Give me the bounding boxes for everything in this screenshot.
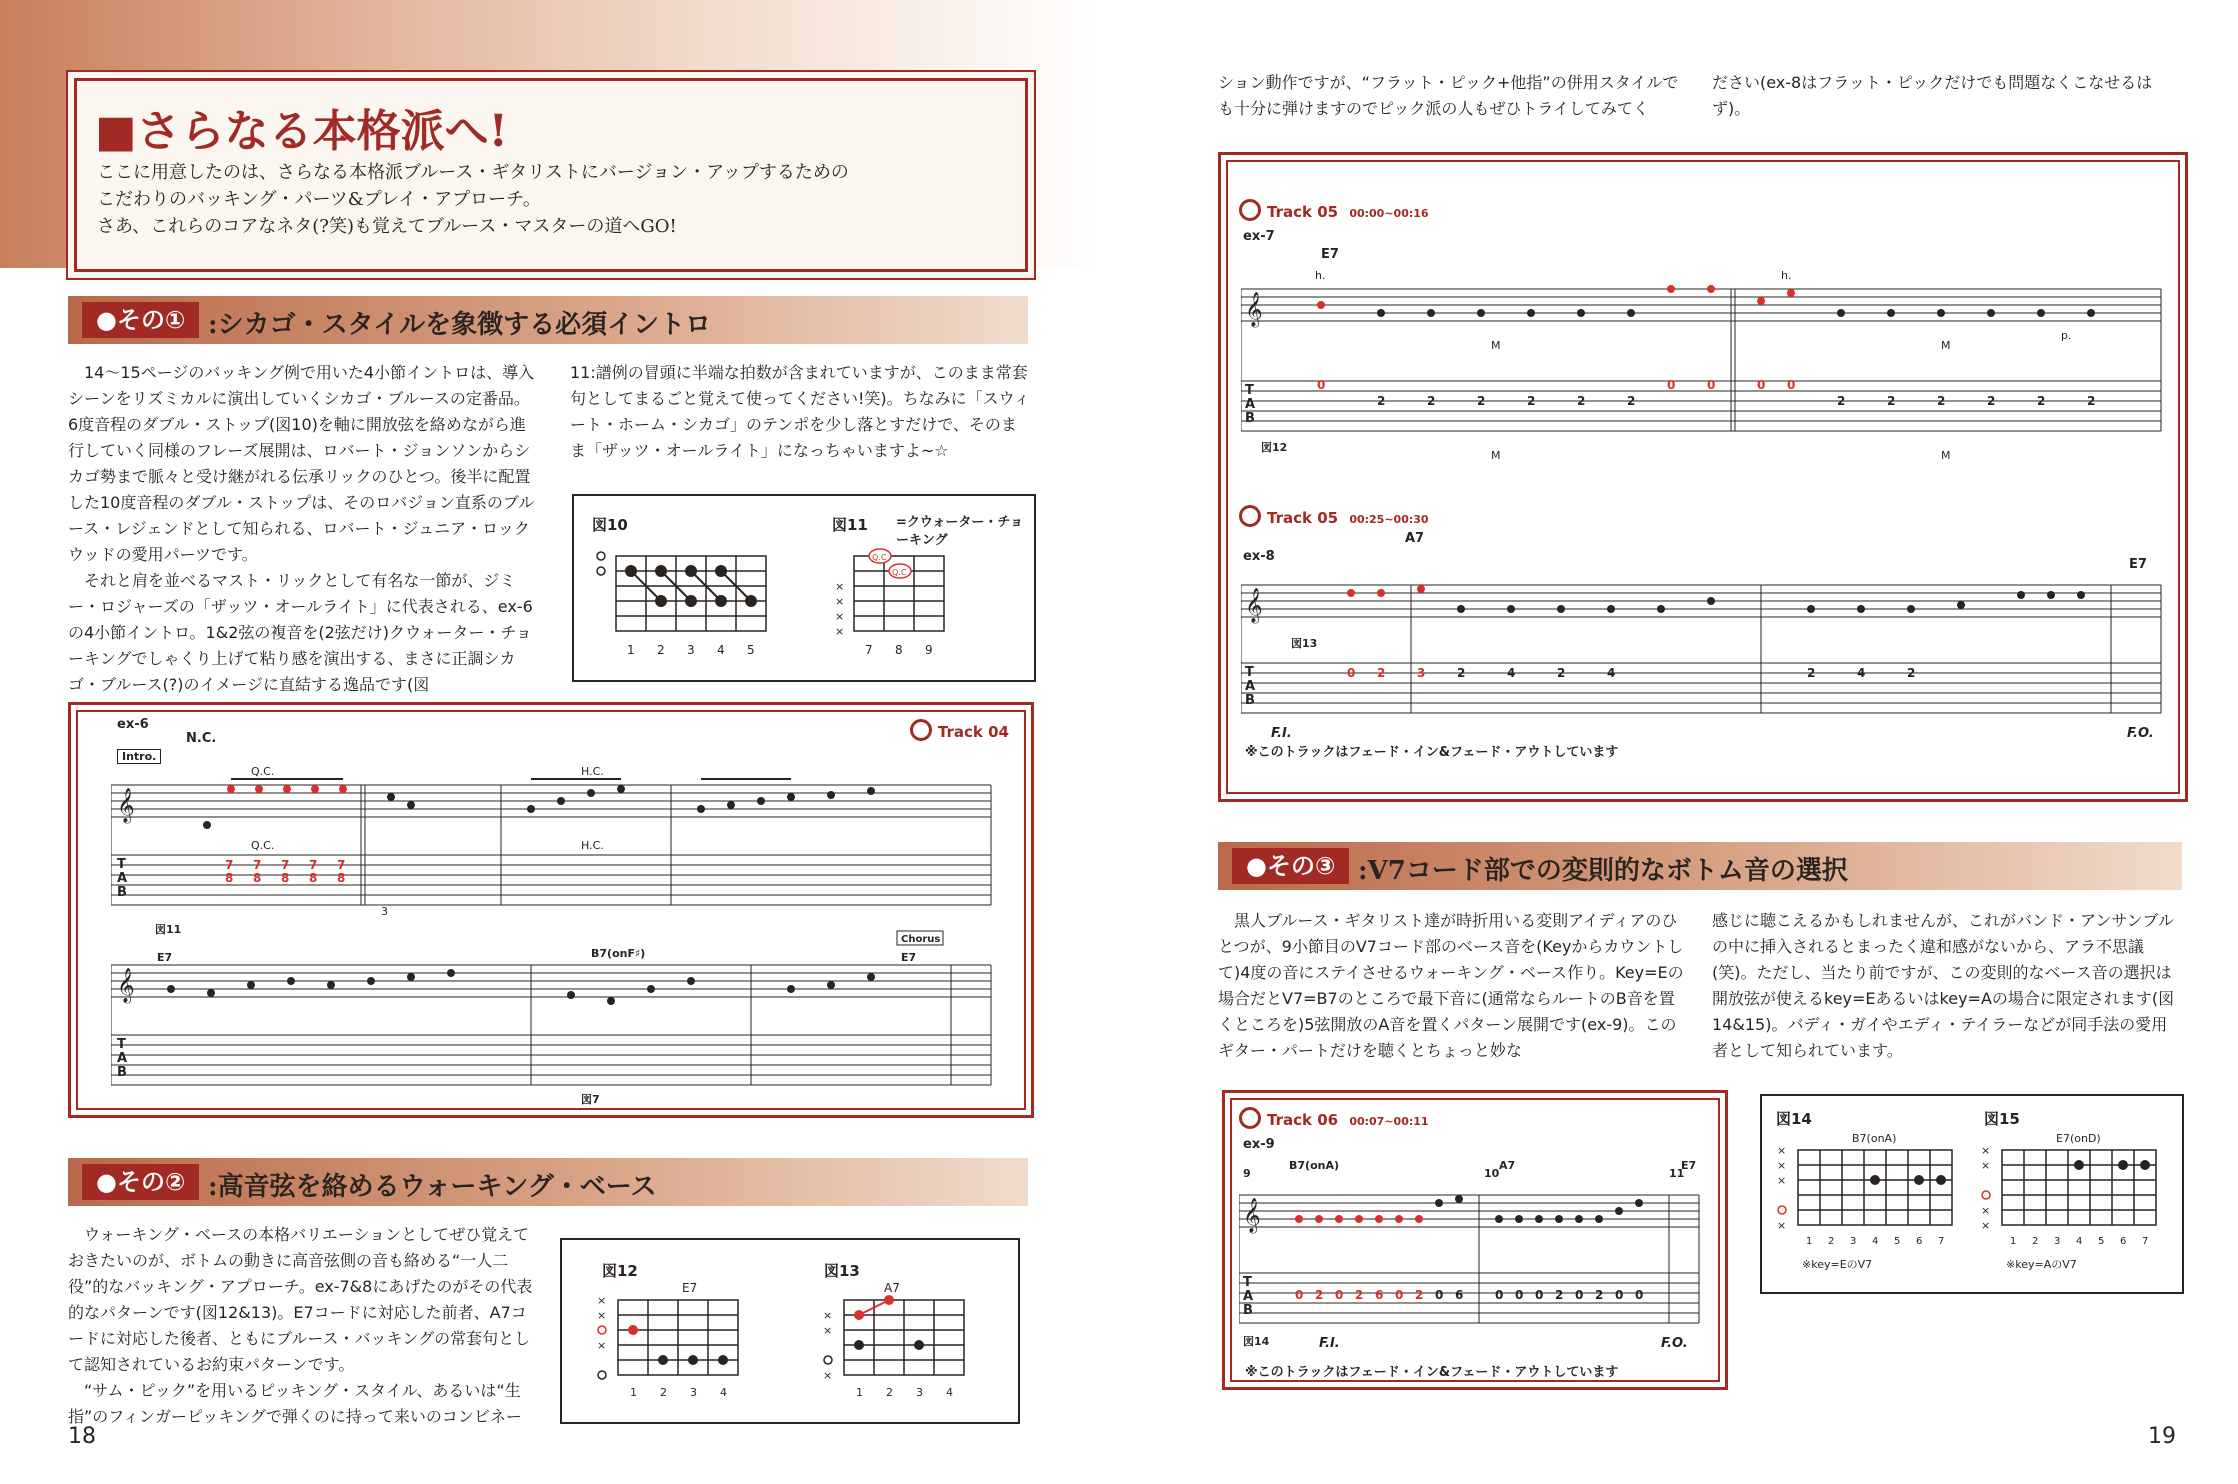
ex9-note: ※このトラックはフェード・イン&フェード・アウトしています [1245,1365,1619,1380]
svg-text:2: 2 [1887,394,1896,408]
ex6-notation [111,765,1011,1105]
svg-text:×: × [835,625,845,638]
svg-text:×: × [835,610,845,623]
ex6-fig7: 図7 [581,1093,600,1105]
ex9-tab-12: 2 [1555,1288,1564,1302]
svg-text:×: × [1777,1159,1787,1172]
ex8-track: Track 05 00:25~00:30 [1239,505,1429,527]
ex6-tab-8: 7 [337,858,346,872]
ex7-fig: 図12 [1261,441,1288,454]
ex7-p-1: p. [2061,329,2072,342]
intro-text: ここに用意したのは、さらなる本格派ブルース・ギタリストにバージョン・アップするための こだわりのバッキング・パーツ&プレイ・アプローチ。 さあ、これらのコアなネタ(?笑)も覚えてブルース・マスターの道へGO! [97,162,849,237]
ex6-tab-7: 8 [309,871,318,885]
svg-text:T: T [1245,665,1254,680]
ex6-frame [68,702,1034,1118]
section1-number: ●その① [82,302,199,338]
fig13-fret-4: 4 [946,1386,953,1399]
ex9-measure-11: 11 [1669,1167,1685,1180]
ex9-tab-13: 0 [1575,1288,1584,1302]
ex6-label: ex-6 [117,717,149,732]
svg-text:0: 0 [1707,378,1716,392]
ex9-tab-3: 2 [1355,1288,1364,1302]
right-top-column1: ション動作ですが、“フラット・ピック+他指”の併用スタイルでも十分に弾けますのでピック派の人もぜひトライしてみてく [1218,73,1679,118]
svg-text:𝄞: 𝄞 [117,788,135,823]
fig15-fret-3: 3 [2054,1236,2061,1247]
fig12-chord: E7 [682,1281,698,1295]
svg-text:0: 0 [1757,378,1766,392]
ex7-h-1: h. [1315,269,1326,282]
ex9-notation [1239,1155,1709,1365]
fig15-fret-5: 5 [2098,1236,2105,1247]
fig13-fret-2: 2 [886,1386,893,1399]
ex6-tab-6: 7 [309,858,318,872]
section1-column1: 14～15ページのバッキング例で用いた4小節イントロは、導入シーンをリズミカルに演出していくシカゴ・ブルースの定番品。6度音程のダブル・ストップ(図10)を軸に開放弦を絡めながら進行していく同様のフレーズ展開は、ロバート・ジョンソンからシカゴ勢まで脈々と受け継がれる伝承リックのひとつ。後半に配置した10度音程のダブル・ストップは、そのロバジョン直系のブルース・レジェンドとして知られる、ロバート・ジュニア・ロックウッドの愛用パーツです。 それと肩を並べるマスト・リックとして有名な一節が、ジミー・ロジャーズの「ザッツ・オールライト」に代表される、ex-6の4小節イントロ。1&2弦の複音を(2弦だけ)クウォーター・チョーキングでしゃくり上げて粘り感を演出する、まさに正調シカゴ・ブルース(?)のイメージに直結する逸品です(図 [68,363,535,694]
ex8-chord-e7: E7 [2129,557,2147,572]
ex8-note: ※このトラックはフェード・イン&フェード・アウトしています [1245,745,1619,760]
ex9-frame [1222,1090,1728,1390]
ex9-measure-10: 10 [1484,1167,1500,1180]
ex6-qc-2: Q.C. [251,839,275,852]
fig14-15-box [1760,1094,2184,1294]
ex9-measure-9: 9 [1243,1167,1251,1180]
svg-text:2: 2 [1937,394,1946,408]
ex8-fo: F.O. [2127,726,2154,741]
fig14-chord: B7(onA) [1852,1132,1897,1145]
svg-text:4: 4 [1607,666,1616,680]
fig10-fret-3: 3 [687,643,695,657]
fig15-fret-1: 1 [2010,1236,2017,1247]
ex9-tab-9: 0 [1495,1288,1504,1302]
ex6-tab-3: 8 [253,871,262,885]
svg-text:0: 0 [1317,378,1326,392]
section2-number: ●その② [82,1164,199,1200]
svg-text:2: 2 [1557,666,1566,680]
ex8-label: ex-8 [1243,549,1275,564]
section2-header [68,1158,1028,1206]
ex6-track: Track 04 [910,719,1009,741]
fig10-fret-2: 2 [657,643,665,657]
fig14-fret-7: 7 [1938,1236,1945,1247]
play-icon [1239,199,1261,221]
ex6-tab-4: 7 [281,858,290,872]
section3-title: :V7コード部での変則的なボトム音の選択 [1358,856,1848,886]
ex9-label: ex-9 [1243,1137,1275,1152]
ex6-tab-5: 8 [281,871,290,885]
ex9-tab-7: 0 [1435,1288,1444,1302]
svg-text:×: × [1777,1174,1787,1187]
ex6-chord-e7b: E7 [901,951,917,964]
fig14-fret-5: 5 [1894,1236,1901,1247]
ex7-ex8-frame [1218,152,2188,802]
ex8-chord-a7: A7 [1405,531,1425,546]
play-icon [910,719,932,741]
ex7-notation [1241,259,2165,479]
section3-column1: 黒人ブルース・ギタリスト達が時折用いる変則アイディアのひとつが、9小節目のV7コード部のベース音を(Keyからカウントして)4度の音にステイさせるウォーキング・ベース作り。Key=Eの場合だとV7=B7のところで最下音に(通常ならルートのB音を置くところを)5弦開放のA音を置くパターン展開です(ex-9)。このギター・パートだけを聴くとちょっと妙な [1218,911,1684,1060]
svg-text:×: × [1777,1219,1787,1232]
svg-text:2: 2 [1907,666,1916,680]
fig12-fret-4: 4 [720,1386,727,1399]
svg-text:B: B [117,885,127,900]
ex9-track: Track 06 00:07~00:11 [1239,1107,1429,1129]
ex6-chorus: Chorus [901,934,941,945]
intro-box [74,78,1028,272]
ex9-tab-14: 2 [1595,1288,1604,1302]
svg-text:𝄞: 𝄞 [117,968,135,1003]
svg-text:0: 0 [1347,666,1356,680]
fig10-fret-1: 1 [627,643,635,657]
ex9-fo: F.O. [1661,1336,1688,1351]
ex9-fi: F.I. [1319,1336,1340,1351]
svg-text:A: A [1245,397,1256,412]
svg-text:B: B [1243,1303,1253,1318]
intro-title: ■さらなる本格派へ! [95,106,508,157]
svg-text:×: × [597,1294,607,1307]
ex7-m-1: M [1491,339,1501,352]
fig14-diagram [1772,1126,1972,1276]
section3-column2: 感じに聴こえるかもしれませんが、これがバンド・アンサンブルの中に挿入されるとまったく違和感がないから、アラ不思議(笑)。ただし、当たり前ですが、この変則的なベース音の選択は開放弦が使えるkey=Eあるいはkey=Aの場合に限定されます(図14&15)。バディ・ガイやエディ・テイラーなどが同手法の愛用者として知られています。 [1712,911,2175,1060]
ex9-chord-e7: E7 [1681,1159,1697,1172]
play-icon [1239,505,1261,527]
fig13-fret-3: 3 [916,1386,923,1399]
svg-text:3: 3 [1417,666,1426,680]
play-icon [1239,1107,1261,1129]
ex6-tab-0: 7 [225,858,234,872]
fig10-fret-5: 5 [747,643,755,657]
fig14-label: 図14 [1776,1110,1812,1128]
ex6-tab-9: 8 [337,871,346,885]
ex6-fig11: 図11 [155,923,182,936]
section1-header [68,296,1028,344]
svg-text:2: 2 [2037,394,2046,408]
fig12-13-box [560,1238,1020,1424]
fig14-caption: ※key=EのV7 [1802,1258,1873,1271]
svg-text:×: × [823,1369,833,1382]
fig15-caption: ※key=AのV7 [2006,1258,2077,1271]
fig12-fret-2: 2 [660,1386,667,1399]
svg-text:B: B [1245,411,1255,426]
ex7-m-3: M [1491,449,1501,462]
svg-text:A: A [117,871,128,886]
svg-text:T: T [117,1037,126,1052]
svg-text:T: T [117,857,126,872]
fig15-fret-6: 6 [2120,1236,2127,1247]
fig13-diagram [818,1276,1008,1416]
svg-text:×: × [1981,1159,1991,1172]
svg-text:×: × [1981,1144,1991,1157]
page-number-right: 19 [2148,1424,2176,1449]
ex9-tab-16: 0 [1635,1288,1644,1302]
svg-text:×: × [597,1339,607,1352]
fig13-fret-1: 1 [856,1386,863,1399]
ex8-notation [1241,565,2165,765]
fig11-diagram [824,542,964,672]
ex6-tab-1: 8 [225,871,234,885]
section3-header [1218,842,2182,890]
ex7-m-2: M [1941,339,1951,352]
ex9-tab-6: 2 [1415,1288,1424,1302]
svg-text:4: 4 [1507,666,1516,680]
ex6-tab-2: 7 [253,858,262,872]
svg-text:×: × [835,580,845,593]
ex9-tab-8: 6 [1455,1288,1464,1302]
fig11-qc-2: Q.C [892,568,907,577]
svg-text:0: 0 [1787,378,1796,392]
svg-text:𝄞: 𝄞 [1245,588,1263,623]
ex9-tab-15: 0 [1615,1288,1624,1302]
fig10-fret-4: 4 [717,643,725,657]
ex6-intro-box: Intro. [117,749,161,764]
ex9-tab-10: 0 [1515,1288,1524,1302]
ex6-chord-e7: E7 [157,951,173,964]
svg-text:×: × [1981,1204,1991,1217]
page-number-left: 18 [68,1424,96,1449]
ex9-tab-0: 0 [1295,1288,1304,1302]
fig15-chord: E7(onD) [2056,1132,2101,1145]
fig15-fret-7: 7 [2142,1236,2149,1247]
svg-text:2: 2 [1987,394,1996,408]
ex9-tab-2: 0 [1335,1288,1344,1302]
fig14-fret-2: 2 [1828,1236,1835,1247]
fig10-label: 図10 [592,516,628,534]
section2-column1: ウォーキング・ベースの本格バリエーションとしてぜひ覚えておきたいのが、ボトムの動きに高音弦側の音も絡める“一人二役”的なバッキング・アプローチ。ex-7&8にあげたのがその代表的なパターンです(図12&13)。E7コードに対応した前者、A7コードに対応した後者、ともにブルース・バッキングの常套句として認知されているお約束パターンです。 “サム・ピック”を用いるピッキング・スタイル、あるいは“生指”のフィンガーピッキングで弾くのに持って来いのコンビネー [68,1225,533,1426]
fig15-fret-4: 4 [2076,1236,2083,1247]
svg-text:×: × [823,1324,833,1337]
fig11-legend: =クウォーター・チョーキング [896,515,1023,548]
ex7-label: ex-7 [1243,229,1275,244]
ex9-tab-1: 2 [1315,1288,1324,1302]
fig11-fret-8: 8 [895,643,903,657]
fig12-label: 図12 [602,1262,638,1280]
svg-text:B: B [1245,693,1255,708]
svg-text:A: A [117,1051,128,1066]
fig13-chord: A7 [884,1281,900,1295]
svg-text:×: × [823,1309,833,1322]
svg-text:×: × [1777,1144,1787,1157]
fig13-label: 図13 [824,1262,860,1280]
svg-text:2: 2 [1837,394,1846,408]
fig15-diagram [1976,1126,2176,1276]
svg-text:2: 2 [1457,666,1466,680]
section2-title: :高音弦を絡めるウォーキング・ベース [208,1172,657,1202]
svg-text:T: T [1243,1275,1252,1290]
fig15-label: 図15 [1984,1110,2020,1128]
svg-text:×: × [1981,1219,1991,1232]
ex7-chord: E7 [1321,247,1339,262]
ex7-track: Track 05 00:00~00:16 [1239,199,1429,221]
ex8-fig: 図13 [1291,637,1318,650]
svg-text:B: B [117,1065,127,1080]
svg-text:T: T [1245,383,1254,398]
svg-text:2: 2 [1627,394,1636,408]
ex9-tab-4: 6 [1375,1288,1384,1302]
ex9-fig: 図14 [1243,1335,1270,1348]
svg-text:2: 2 [1377,666,1386,680]
ex6-tab-3rd: 3 [381,905,388,918]
ex9-tab-11: 0 [1535,1288,1544,1302]
svg-text:×: × [835,595,845,608]
fig11-fret-9: 9 [925,643,933,657]
svg-text:0: 0 [1667,378,1676,392]
svg-text:2: 2 [1477,394,1486,408]
ex6-chord-b7: B7(onF♯) [591,947,646,960]
fig12-fret-3: 3 [690,1386,697,1399]
svg-text:2: 2 [1427,394,1436,408]
ex6-qc-1: Q.C. [251,765,275,778]
fig14-fret-3: 3 [1850,1236,1857,1247]
fig14-fret-1: 1 [1806,1236,1813,1247]
svg-text:2: 2 [1377,394,1386,408]
fig12-diagram [592,1276,782,1416]
section1-column2: 11:譜例の冒頭に半端な拍数が含まれていますが、このまま常套句としてまるごと覚えて使ってください!笑)。ちなみに「スウィート・ホーム・シカゴ」のテンポを少し落とすだけで、そのまま「ザッツ・オールライト」になっちゃいますよ~☆ [570,363,1030,460]
svg-text:A: A [1243,1289,1254,1304]
fig11-qc-1: Q.C [872,553,887,562]
svg-text:×: × [597,1309,607,1322]
svg-text:2: 2 [1527,394,1536,408]
ex7-m-4: M [1941,449,1951,462]
fig15-fret-2: 2 [2032,1236,2039,1247]
svg-text:2: 2 [1807,666,1816,680]
fig10-11-box [572,494,1036,682]
fig14-fret-6: 6 [1916,1236,1923,1247]
ex8-fi: F.I. [1271,726,1292,741]
ex6-nc: N.C. [186,731,217,746]
fig11-fret-7: 7 [865,643,873,657]
svg-text:A: A [1245,679,1256,694]
ex6-hc-2: H.C. [581,839,604,852]
ex6-hc-1: H.C. [581,765,604,778]
svg-text:𝄞: 𝄞 [1245,292,1263,327]
ex9-chord-a7: A7 [1499,1159,1516,1172]
fig12-fret-1: 1 [630,1386,637,1399]
ex7-h-2: h. [1781,269,1792,282]
ex9-tab-5: 0 [1395,1288,1404,1302]
section3-number: ●その③ [1232,848,1349,884]
svg-text:𝄞: 𝄞 [1243,1198,1261,1233]
fig10-diagram [586,542,786,672]
ex9-chord-b7: B7(onA) [1289,1159,1339,1172]
right-top-column2: ださい(ex-8はフラット・ピックだけでも問題なくこなせるはず)。 [1712,73,2153,118]
svg-text:2: 2 [2087,394,2096,408]
svg-text:2: 2 [1577,394,1586,408]
fig11-label: 図11 [832,516,868,534]
fig14-fret-4: 4 [1872,1236,1879,1247]
svg-text:4: 4 [1857,666,1866,680]
section1-title: :シカゴ・スタイルを象徴する必須イントロ [208,310,712,340]
